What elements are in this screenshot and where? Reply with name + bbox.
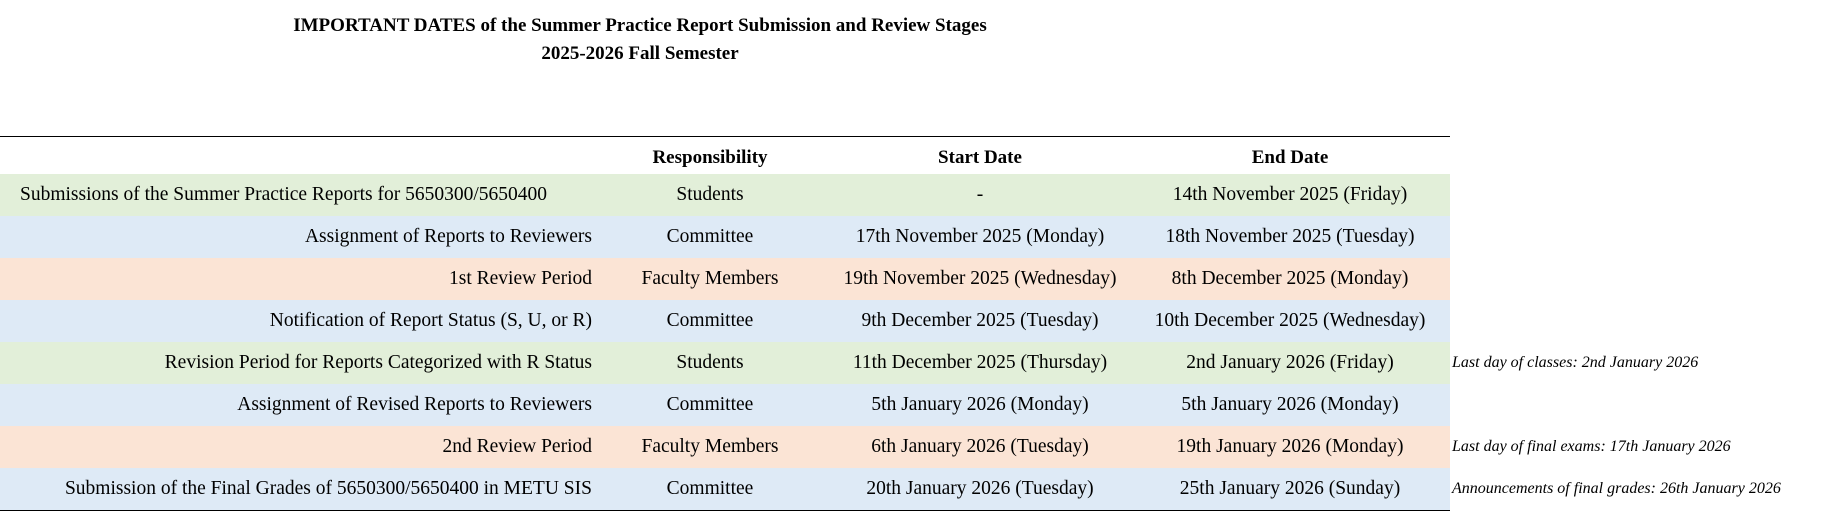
responsibility-cell: Students xyxy=(676,184,744,205)
row-note: Last day of final exams: 17th January 2026 xyxy=(1452,438,1731,455)
stage-cell: Assignment of Reports to Reviewers xyxy=(304,226,592,247)
end-date-cell: 2nd January 2026 (Friday) xyxy=(1186,352,1394,373)
header-start-date: Start Date xyxy=(938,147,1022,168)
start-date-cell: 9th December 2025 (Tuesday) xyxy=(861,310,1099,331)
end-date-cell: 10th December 2025 (Wednesday) xyxy=(1154,310,1426,331)
responsibility-cell: Faculty Members xyxy=(641,436,779,457)
stage-cell: 2nd Review Period xyxy=(442,436,592,457)
end-date-cell: 5th January 2026 (Monday) xyxy=(1181,394,1399,415)
start-date-cell: 6th January 2026 (Tuesday) xyxy=(871,436,1089,457)
table-row xyxy=(0,300,1450,342)
row-note: Last day of classes: 2nd January 2026 xyxy=(1452,354,1699,371)
table-bottom-rule xyxy=(0,510,1450,511)
stage-cell: 1st Review Period xyxy=(449,268,592,289)
end-date-cell: 25th January 2026 (Sunday) xyxy=(1179,478,1401,499)
end-date-cell: 14th November 2025 (Friday) xyxy=(1172,184,1408,205)
responsibility-cell: Committee xyxy=(666,226,754,247)
table-row xyxy=(0,174,1450,216)
table-row xyxy=(0,426,1450,468)
responsibility-cell: Students xyxy=(676,352,744,373)
table-header-row xyxy=(0,136,1450,174)
stage-cell: Revision Period for Reports Categorized with R Status xyxy=(164,352,592,373)
header-end-date: End Date xyxy=(1251,147,1329,168)
end-date-cell: 18th November 2025 (Tuesday) xyxy=(1165,226,1415,247)
title-line-1: IMPORTANT DATES of the Summer Practice Report Submission and Review Stages xyxy=(293,15,987,36)
start-date-cell: 19th November 2025 (Wednesday) xyxy=(843,268,1117,289)
responsibility-cell: Faculty Members xyxy=(641,268,779,289)
table-row xyxy=(0,384,1450,426)
responsibility-cell: Committee xyxy=(666,478,754,499)
end-date-cell: 8th December 2025 (Monday) xyxy=(1171,268,1409,289)
responsibility-cell: Committee xyxy=(666,310,754,331)
start-date-cell: 11th December 2025 (Thursday) xyxy=(852,352,1108,373)
stage-cell: Notification of Report Status (S, U, or R) xyxy=(269,310,592,331)
document-title xyxy=(0,12,1280,68)
title-line-2: 2025-2026 Fall Semester xyxy=(541,43,739,64)
responsibility-cell: Committee xyxy=(666,394,754,415)
start-date-cell: - xyxy=(976,184,984,205)
start-date-cell: 5th January 2026 (Monday) xyxy=(871,394,1089,415)
stage-cell: Assignment of Revised Reports to Reviewers xyxy=(237,394,592,415)
stage-cell: Submission of the Final Grades of 5650300/5650400 in METU SIS xyxy=(64,478,592,499)
table-row xyxy=(0,216,1450,258)
end-date-cell: 19th January 2026 (Monday) xyxy=(1176,436,1404,457)
start-date-cell: 20th January 2026 (Tuesday) xyxy=(866,478,1094,499)
row-note: Announcements of final grades: 26th January 2026 xyxy=(1452,480,1781,497)
table-row xyxy=(0,342,1450,384)
start-date-cell: 17th November 2025 (Monday) xyxy=(855,226,1105,247)
stage-cell: Submissions of the Summer Practice Reports for 5650300/5650400 xyxy=(20,184,547,205)
table-row xyxy=(0,468,1450,510)
table-row xyxy=(0,258,1450,300)
header-responsibility: Responsibility xyxy=(652,147,768,168)
